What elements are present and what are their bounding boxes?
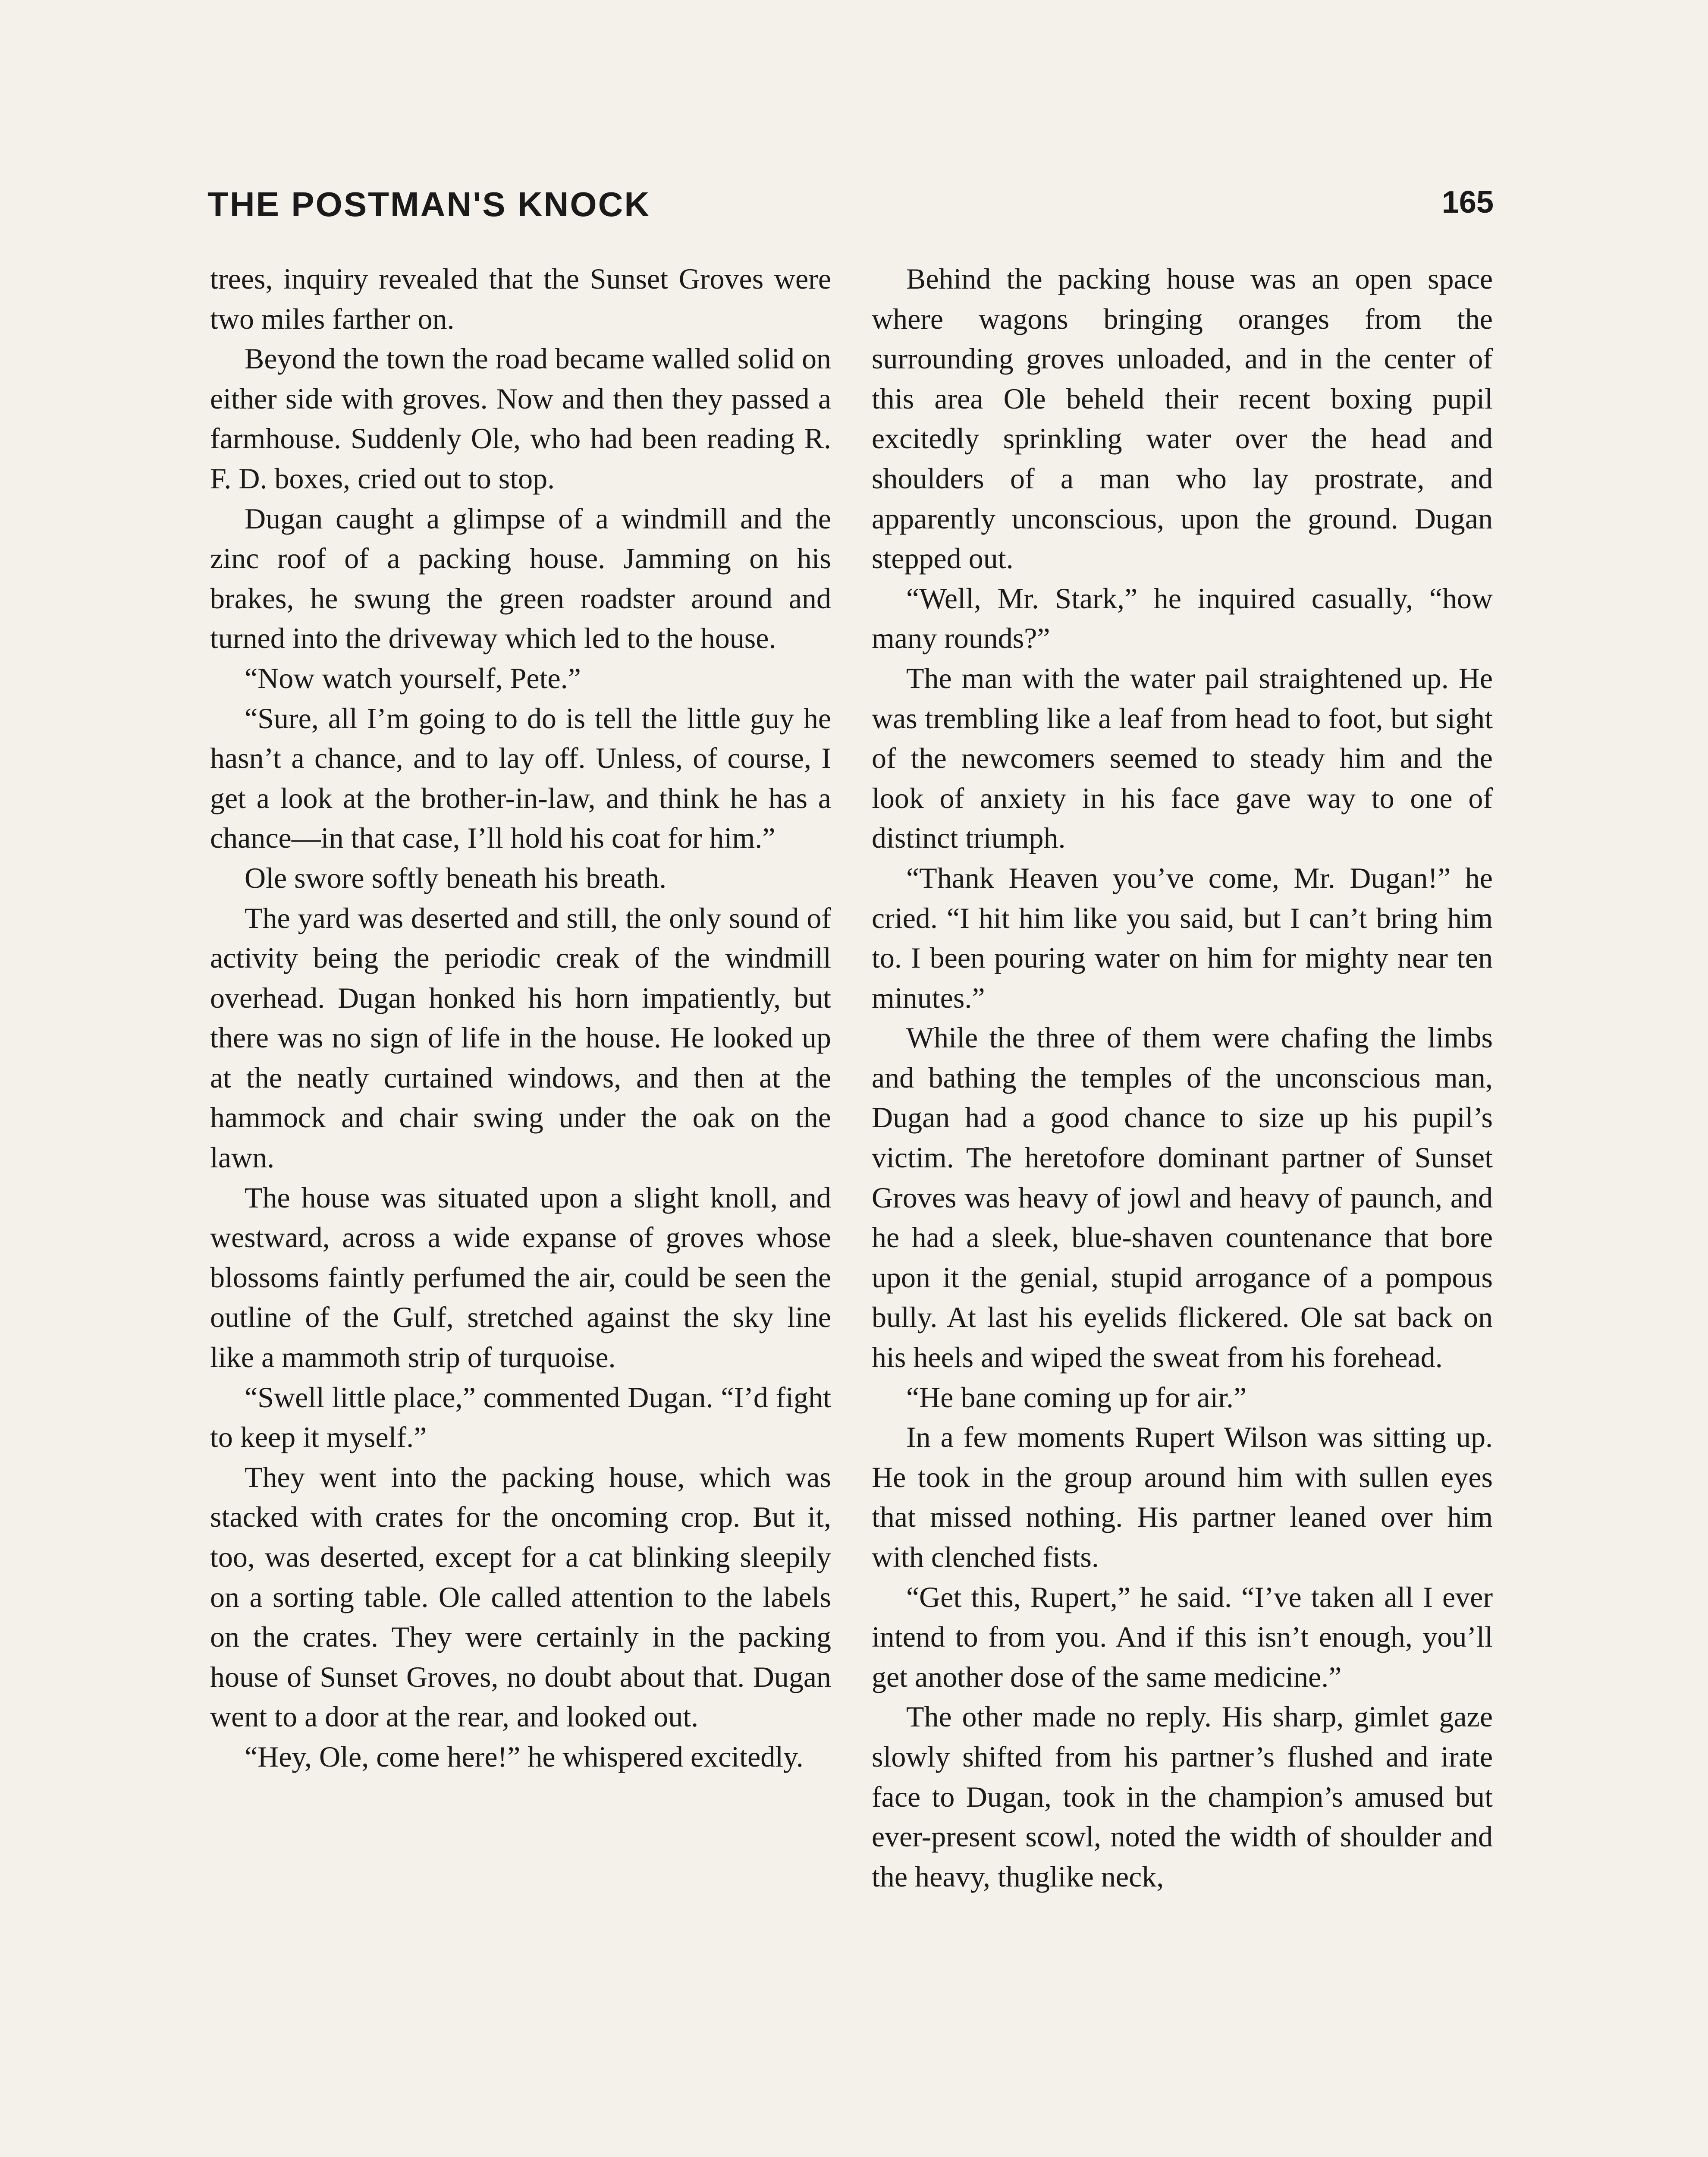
paragraph: In a few moments Rupert Wilson was sitting up. He took in the group around him with sullen eyes that missed nothing. His partner leaned over him with clenched fists. — [872, 1421, 1493, 1573]
page-number: 165 — [1441, 185, 1494, 220]
paragraph: trees, inquiry revealed that the Sunset Groves were two miles farther on. — [210, 262, 831, 335]
page-header — [207, 181, 1494, 229]
paragraph: Behind the packing house was an open space where wagons bringing oranges from the surrounding groves unloaded, and in the center of this area Ole beheld their recent boxing pupil excitedly sprinkling water over the head and shoulders of a man who lay prostrate, and apparently unconscious, upon the ground. Dugan stepped out. — [872, 262, 1493, 575]
right-column — [872, 259, 1493, 1896]
paragraph: Dugan caught a glimpse of a windmill and the zinc roof of a packing house. Jamming on his brakes, he swung the green roadster around and turned into the driveway which led to the house. — [210, 502, 831, 655]
paragraph: The other made no reply. His sharp, gimlet gaze slowly shifted from his partner’s flushed and irate face to Dugan, took in the champion’s amused but ever-present scowl, noted the width of shoulder and the heavy, thuglike neck, — [872, 1700, 1493, 1893]
paragraph: “Hey, Ole, come here!” he whispered excitedly. — [245, 1740, 804, 1773]
paragraph: “Sure, all I’m going to do is tell the little guy he hasn’t a chance, and to lay off. Unless, of course, I get a look at the brother-in-law, and think he has a chance—in that case, I’ll hold his coat for him.” — [210, 701, 831, 855]
paragraph: The man with the water pail straightened up. He was trembling like a leaf from head to foot, but sight of the newcomers seemed to steady him and the look of anxiety in his face gave way to one of distinct triumph. — [872, 661, 1493, 855]
running-head: THE POSTMAN'S KNOCK — [207, 185, 651, 223]
paragraph: “Now watch yourself, Pete.” — [245, 661, 581, 695]
paragraph: “Well, Mr. Stark,” he inquired casually, “how many rounds?” — [872, 582, 1493, 655]
paragraph: While the three of them were chafing the limbs and bathing the temples of the unconscious man, Dugan had a good chance to size up his pupil’s victim. The heretofore dominant partner of Sunset Groves was heavy of jowl and heavy of paunch, and he had a sleek, blue-shaven countenance that bore upon it the genial, stupid arrogance of a pompous bully. At last his eyelids flickered. Ole sat back on his heels and wiped the sweat from his forehead. — [872, 1021, 1493, 1374]
paragraph: “Thank Heaven you’ve come, Mr. Dugan!” he cried. “I hit him like you said, but I can’t bring him to. I been pouring water on him for mighty near ten minutes.” — [872, 861, 1493, 1014]
paragraph: The house was situated upon a slight knoll, and westward, across a wide expanse of groves whose blossoms faintly perfumed the air, could be seen the outline of the Gulf, stretched against the sky line like a mammoth strip of turquoise. — [210, 1181, 831, 1374]
paragraph: They went into the packing house, which was stacked with crates for the oncoming crop. But it, too, was deserted, except for a cat blinking sleepily on a sorting table. Ole called attention to the labels on the crates. They were certainly in the packing house of Sunset Groves, no doubt about that. Dugan went to a door at the rear, and looked out. — [210, 1460, 831, 1733]
left-column — [210, 259, 831, 1777]
paragraph: The yard was deserted and still, the only sound of activity being the periodic creak of the windmill overhead. Dugan honked his horn impatiently, but there was no sign of life in the house. He looked up at the neatly curtained windows, and then at the hammock and chair swing under the oak on the lawn. — [210, 901, 831, 1174]
paragraph: Ole swore softly beneath his breath. — [245, 861, 667, 894]
paragraph: “Get this, Rupert,” he said. “I’ve taken all I ever intend to from you. And if this isn’t enough, you’ll get another dose of the same medicine.” — [872, 1580, 1493, 1693]
paragraph: “Swell little place,” commented Dugan. “I’d fight to keep it myself.” — [210, 1380, 831, 1454]
paragraph: Beyond the town the road became walled solid on either side with groves. Now and then they passed a farmhouse. Suddenly Ole, who had been reading R. F. D. boxes, cried out to stop. — [210, 342, 831, 495]
paragraph: “He bane coming up for air.” — [906, 1380, 1247, 1414]
